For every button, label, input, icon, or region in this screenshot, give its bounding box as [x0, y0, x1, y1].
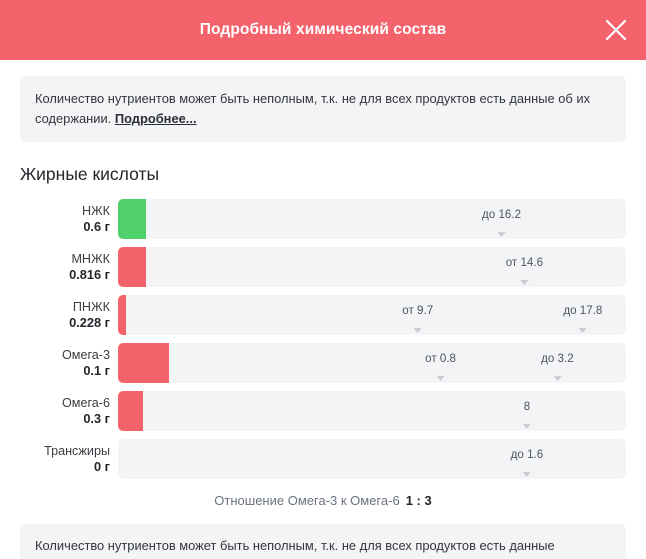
nutrient-bar-fill — [118, 391, 143, 431]
nutrient-value: 0.816 г — [69, 266, 110, 282]
nutrient-bar-fill — [118, 343, 169, 383]
table-row — [20, 391, 626, 431]
nutrient-bar-track — [118, 439, 626, 479]
nutrient-marker-label: до 3.2 — [541, 351, 574, 365]
caret-down-icon — [520, 280, 528, 285]
more-details-link[interactable]: Подробнее... — [114, 111, 197, 126]
nutrient-label-pnzhk — [20, 295, 118, 335]
fatty-acids-chart — [20, 199, 626, 479]
nutrient-marker — [511, 439, 544, 479]
nutrient-marker-label: до 1.6 — [510, 447, 544, 461]
caret-down-icon — [414, 328, 422, 333]
modal-body — [0, 60, 646, 508]
omega-ratio-value: 1 : 3 — [405, 493, 432, 508]
caret-down-icon — [553, 376, 561, 381]
nutrient-bar-fill — [118, 247, 146, 287]
nutrient-marker-label: от 9.7 — [402, 303, 434, 317]
nutrient-value: 0.3 г — [83, 410, 110, 426]
omega-ratio — [20, 493, 626, 508]
footer-incomplete-data-notice: Количество нутриентов может быть неполным, т.к. не для всех продуктов есть данные — [20, 524, 626, 559]
nutrient-value: 0 г — [93, 458, 110, 474]
nutrient-name: Омега-6 — [62, 396, 110, 411]
nutrient-label-nzhk — [20, 199, 118, 239]
table-row — [20, 295, 626, 335]
page-title: Жирные кислоты — [20, 164, 160, 184]
nutrient-marker-label: 8 — [523, 399, 531, 413]
nutrient-marker — [482, 199, 521, 239]
nutrient-name: ПНЖК — [72, 300, 110, 315]
nutrient-marker — [541, 343, 574, 383]
nutrient-marker — [524, 391, 530, 431]
nutrient-value: 0.228 г — [69, 314, 110, 330]
nutrient-bar-track — [118, 295, 626, 335]
nutrient-marker — [506, 247, 543, 287]
nutrient-marker — [563, 295, 602, 335]
modal-title: Подробный химический состав — [199, 21, 447, 38]
nutrient-label-omega-6 — [20, 391, 118, 431]
caret-down-icon — [523, 424, 531, 429]
close-button[interactable] — [596, 10, 636, 50]
nutrient-name: НЖК — [81, 204, 110, 219]
omega-ratio-label: Отношение Омега-3 к Омега-6 — [214, 493, 400, 508]
nutrient-bar-fill — [118, 199, 146, 239]
nutrient-marker — [402, 295, 433, 335]
nutrient-name: МНЖК — [71, 252, 110, 267]
nutrient-marker-label: до 17.8 — [563, 303, 603, 317]
nutrient-bar-track — [118, 247, 626, 287]
nutrient-marker-label: до 16.2 — [482, 207, 522, 221]
caret-down-icon — [437, 376, 445, 381]
incomplete-data-notice-text: Количество нутриентов может быть неполным, т.к. не для всех продуктов есть данные об их содержании. — [35, 91, 591, 126]
caret-down-icon — [523, 472, 531, 477]
nutrient-marker — [425, 343, 456, 383]
nutrient-marker-label: от 0.8 — [425, 351, 456, 365]
nutrient-name: Трансжиры — [44, 444, 110, 459]
caret-down-icon — [498, 232, 506, 237]
nutrient-bar-track — [118, 199, 626, 239]
nutrient-label-omega-3 — [20, 343, 118, 383]
nutrient-name: Омега-3 — [62, 348, 110, 363]
caret-down-icon — [579, 328, 587, 333]
modal-header — [0, 0, 646, 60]
incomplete-data-notice — [20, 76, 626, 142]
table-row — [20, 199, 626, 239]
table-row — [20, 439, 626, 479]
nutrient-bar-track — [118, 343, 626, 383]
close-icon — [603, 17, 629, 43]
nutrient-bar-track — [118, 391, 626, 431]
nutrient-value: 0.1 г — [83, 362, 110, 378]
nutrient-marker-label: от 14.6 — [505, 255, 544, 269]
nutrient-bar-fill — [118, 295, 126, 335]
nutrient-label-mnzhk — [20, 247, 118, 287]
nutrient-value: 0.6 г — [83, 218, 110, 234]
table-row — [20, 247, 626, 287]
nutrient-label-transzhiry — [20, 439, 118, 479]
table-row — [20, 343, 626, 383]
